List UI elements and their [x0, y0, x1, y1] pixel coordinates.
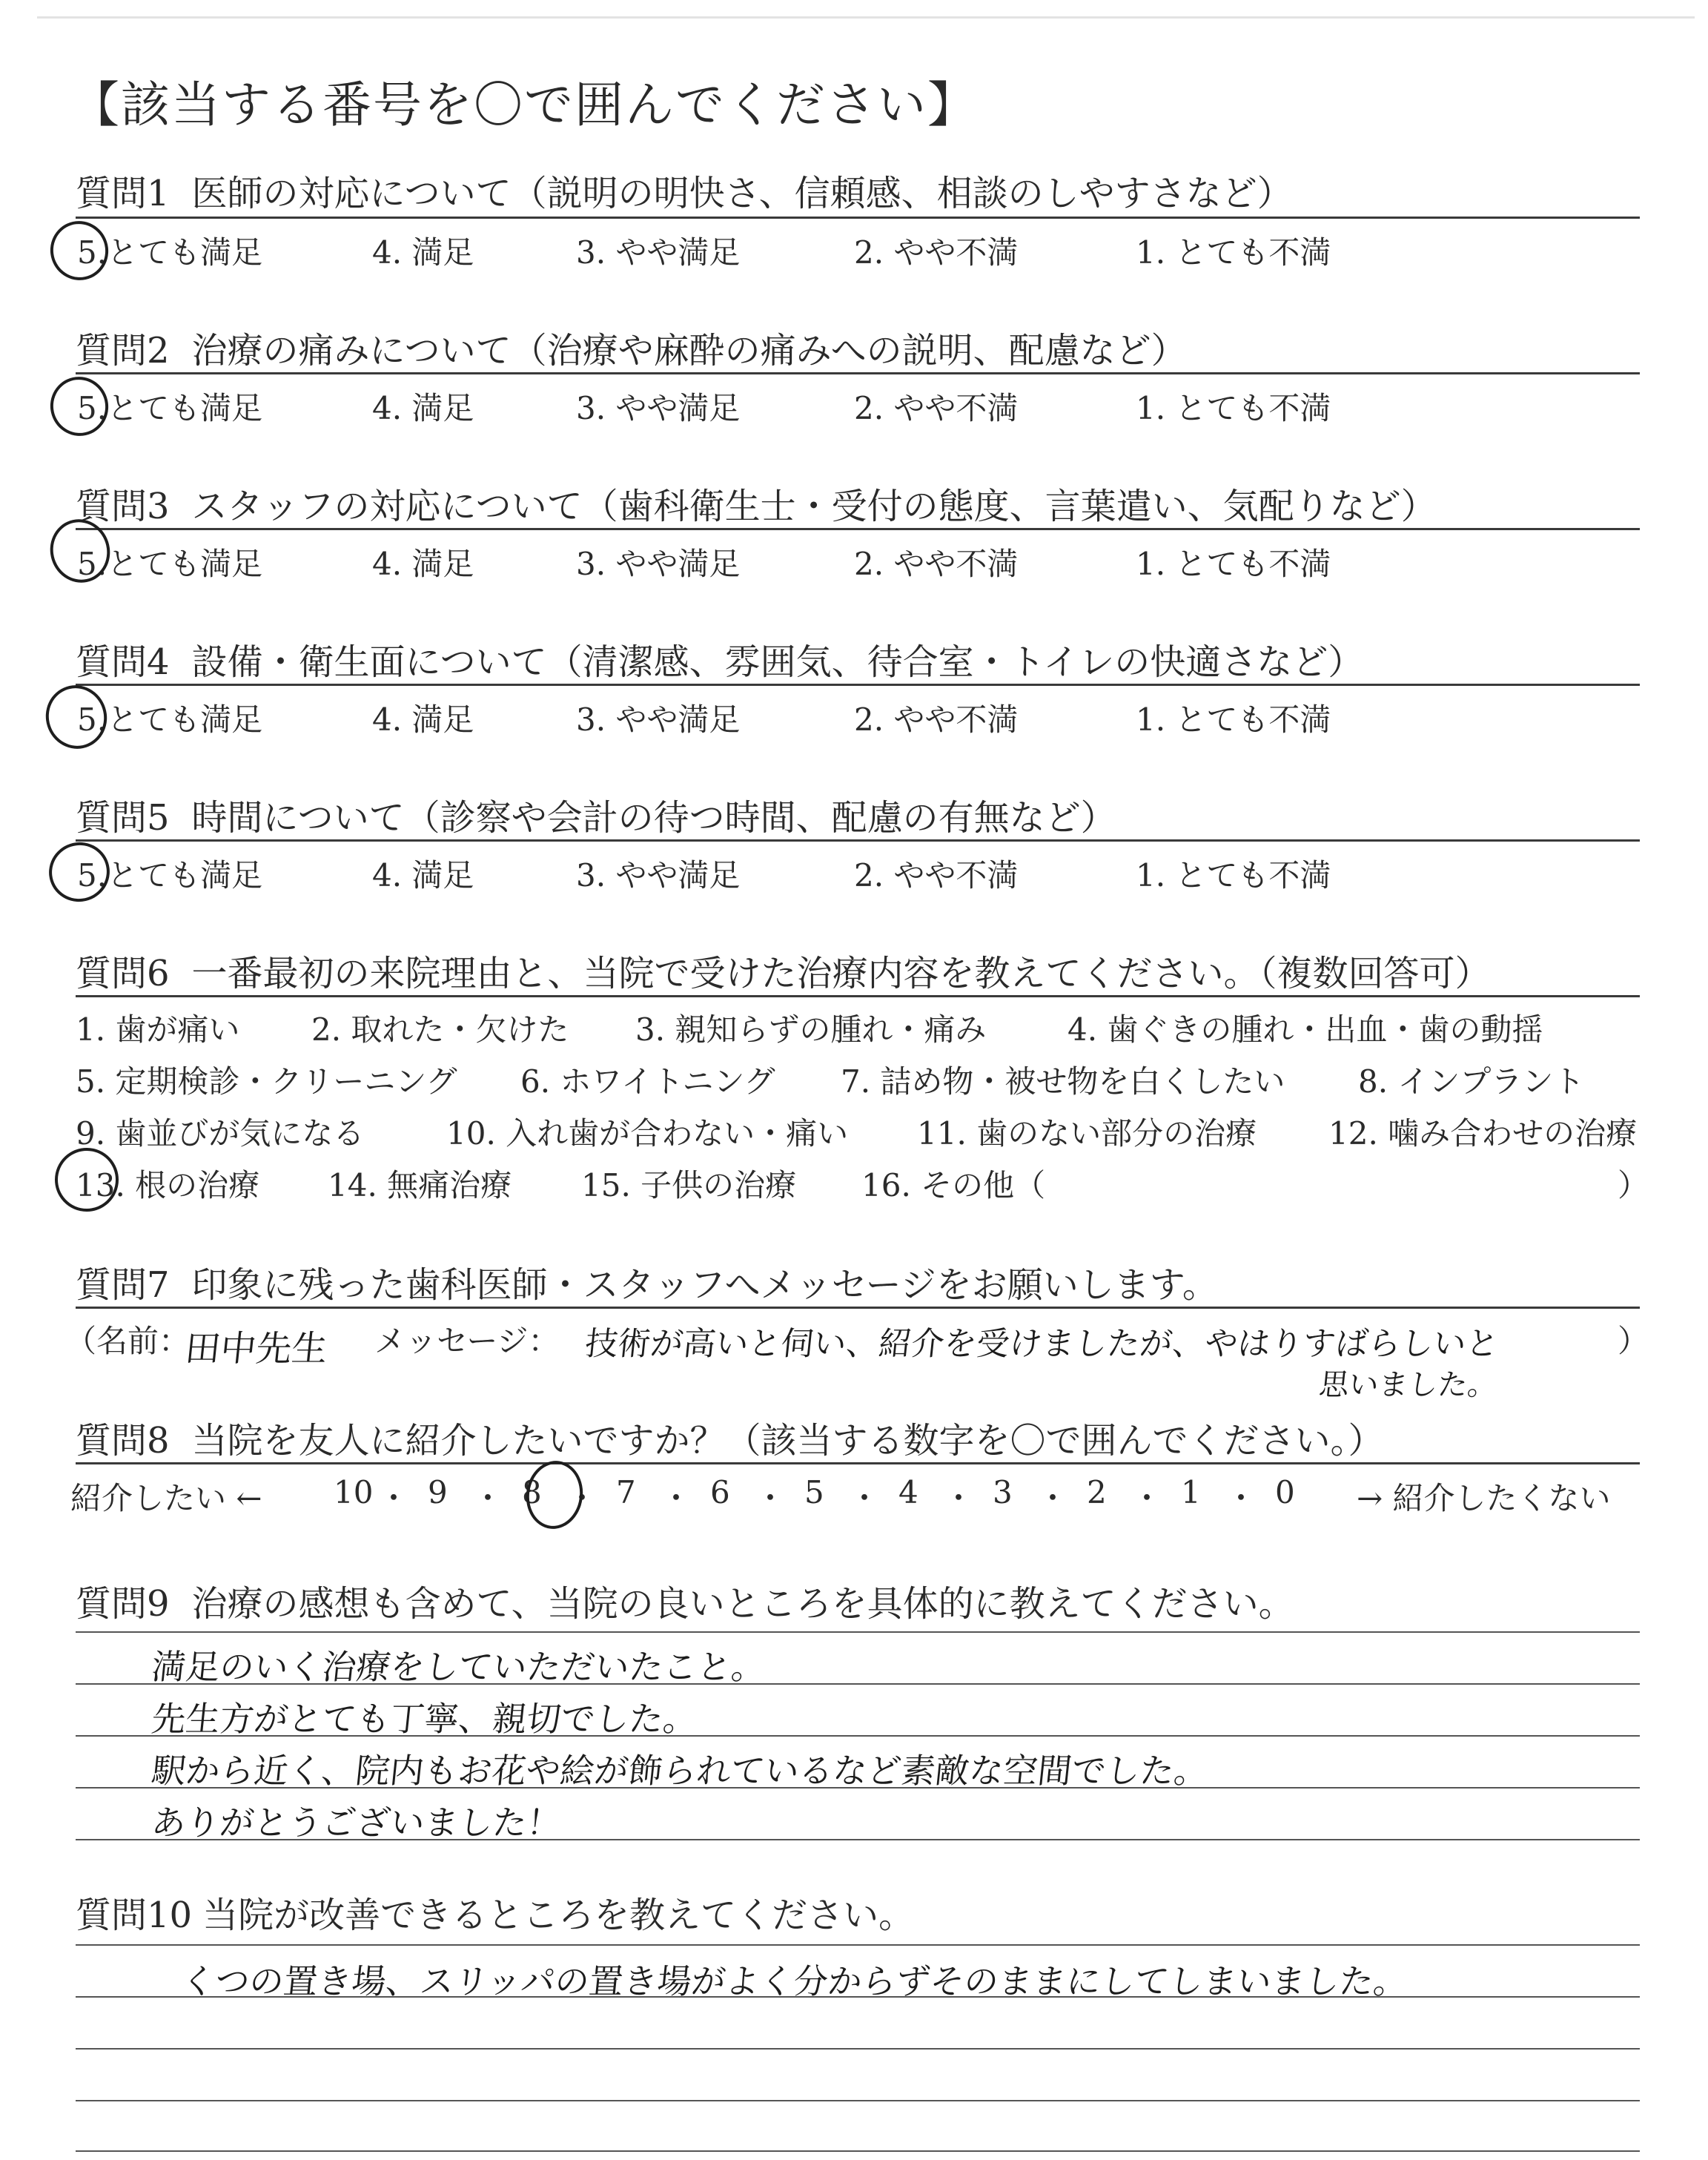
q9-answer-line2: 先生方がとても丁寧、親切でした。 [149, 1699, 700, 1739]
scale-separator: ・ [661, 1480, 692, 1516]
option-3[interactable]: 3. やや満足 [576, 234, 741, 271]
scale-separator: ・ [943, 1480, 975, 1516]
question-text: 医師の対応について（説明の明快さ、信頼感、相談のしやすさなど） [191, 173, 1293, 214]
option-3[interactable]: 3. やや満足 [576, 857, 741, 894]
scale-separator: ・ [472, 1480, 504, 1516]
option-1[interactable]: 1. とても不満 [1136, 857, 1331, 894]
option-1[interactable]: 1. とても不満 [1136, 390, 1331, 426]
option-5[interactable]: 5.とても満足 [77, 546, 263, 582]
scale-value-6[interactable]: 6 [710, 1474, 730, 1510]
q9-answer-line3: 駅から近く、院内もお花や絵が飾られているなど素敵な空間でした。 [149, 1751, 1211, 1791]
reason-option[interactable]: 12. 噛み合わせの治療 [1328, 1115, 1638, 1152]
divider [76, 217, 1640, 219]
other-close-paren: ） [1618, 1167, 1649, 1203]
reason-option[interactable]: 8. インプラント [1358, 1063, 1585, 1100]
divider [76, 839, 1640, 842]
question-1-title [76, 165, 1293, 216]
scale-separator: ・ [1131, 1480, 1163, 1516]
scale-separator: ・ [566, 1480, 598, 1516]
question-number: 質問6 [76, 953, 170, 994]
reason-option[interactable]: 10. 入れ歯が合わない・痛い [446, 1115, 849, 1152]
scale-value-8[interactable]: 8 [522, 1474, 542, 1510]
scale-value-4[interactable]: 4 [898, 1474, 918, 1510]
question-text: 時間について（診察や会計の待つ時間、配慮の有無など） [191, 797, 1116, 839]
option-3[interactable]: 3. やや満足 [576, 701, 741, 738]
question-10-title [76, 1886, 914, 1938]
reason-option[interactable]: 11. 歯のない部分の治療 [917, 1115, 1257, 1152]
message-handwritten-line1: 技術が高いと伺い、紹介を受けましたが、やはりすばらしいと [583, 1325, 1501, 1363]
selection-circle [42, 834, 118, 909]
divider [76, 995, 1640, 997]
option-4[interactable]: 4. 満足 [372, 546, 474, 582]
scale-separator: ・ [849, 1480, 881, 1516]
selection-circle [43, 369, 116, 443]
recommend-right-label: → 紹介したくない [1357, 1480, 1611, 1516]
option-1[interactable]: 1. とても不満 [1136, 701, 1331, 738]
question-text: 印象に残った歯科医師・スタッフへメッセージをお願いします。 [191, 1264, 1218, 1306]
divider [76, 528, 1640, 530]
answer-line [76, 2150, 1640, 2152]
reason-option[interactable]: 6. ホワイトニング [520, 1063, 775, 1100]
option-4[interactable]: 4. 満足 [372, 857, 474, 894]
scale-value-2[interactable]: 2 [1087, 1474, 1107, 1510]
reason-option[interactable]: 16. その他（ [861, 1167, 1046, 1203]
option-2[interactable]: 2. やや不満 [854, 390, 1019, 426]
question-2-options [76, 384, 1640, 429]
question-7-title [76, 1256, 1218, 1307]
option-1[interactable]: 1. とても不満 [1136, 546, 1331, 582]
option-4[interactable]: 4. 満足 [372, 234, 474, 271]
option-5[interactable]: 5.とても満足 [77, 234, 263, 271]
option-2[interactable]: 2. やや不満 [854, 546, 1019, 582]
question-9-title [76, 1575, 1294, 1626]
answer-line [76, 2048, 1640, 2050]
option-5[interactable]: 5.とても満足 [77, 701, 263, 738]
question-text: 当院を友人に紹介したいですか？（該当する数字を〇で囲んでください。） [191, 1420, 1384, 1462]
answer-line [76, 1944, 1640, 1946]
question-text: 設備・衛生面について（清潔感、雰囲気、待合室・トイレの快適さなど） [191, 641, 1364, 683]
question-number: 質問4 [76, 641, 170, 683]
option-4[interactable]: 4. 満足 [372, 390, 474, 426]
scale-separator: ・ [378, 1480, 410, 1516]
question-number: 質問5 [76, 797, 170, 839]
question-3-title [76, 478, 1437, 529]
divider [76, 1307, 1640, 1309]
option-2[interactable]: 2. やや不満 [854, 701, 1019, 738]
q9-answer-line4: ありがとうございました！ [149, 1803, 563, 1843]
question-4-options [76, 696, 1640, 740]
question-number: 質問2 [76, 330, 170, 371]
scale-value-9[interactable]: 9 [428, 1474, 448, 1510]
question-text: 治療の感想も含めて、当院の良いところを具体的に教えてください。 [191, 1583, 1294, 1625]
question-number: 質問1 [76, 173, 170, 214]
question-number: 質問3 [76, 486, 170, 527]
option-3[interactable]: 3. やや満足 [576, 546, 741, 582]
name-handwritten: 田中先生 [182, 1328, 330, 1370]
reason-option[interactable]: 14. 無痛治療 [328, 1167, 512, 1203]
option-1[interactable]: 1. とても不満 [1136, 234, 1331, 271]
scale-value-7[interactable]: 7 [616, 1474, 636, 1510]
scale-value-10[interactable]: 10 [334, 1474, 374, 1510]
question-2-title [76, 322, 1187, 373]
answer-line [76, 2100, 1640, 2101]
option-2[interactable]: 2. やや不満 [854, 857, 1019, 894]
question-text: 一番最初の来院理由と、当院で受けた治療内容を教えてください。（複数回答可） [191, 953, 1491, 994]
top-border [37, 16, 1695, 19]
reason-option[interactable]: 7. 詰め物・被せ物を白くしたい [841, 1063, 1285, 1100]
option-4[interactable]: 4. 満足 [372, 701, 474, 738]
question-number: 質問8 [76, 1420, 170, 1462]
scale-separator: ・ [755, 1480, 787, 1516]
reason-option[interactable]: 13. 根の治療 [76, 1167, 260, 1203]
question-text: スタッフの対応について（歯科衛生士・受付の態度、言葉遣い、気配りなど） [191, 486, 1437, 527]
option-2[interactable]: 2. やや不満 [854, 234, 1019, 271]
question-text: 当院が改善できるところを教えてください。 [202, 1895, 915, 1936]
scale-value-0[interactable]: 0 [1275, 1474, 1295, 1510]
reason-option[interactable]: 1. 歯が痛い [76, 1011, 240, 1048]
q9-answer-line1: 満足のいく治療をしていただいたこと。 [149, 1647, 768, 1687]
scale-value-1[interactable]: 1 [1181, 1474, 1201, 1510]
option-3[interactable]: 3. やや満足 [576, 390, 741, 426]
reason-option[interactable]: 15. 子供の治療 [581, 1167, 797, 1203]
answer-line [76, 1631, 1640, 1633]
selection-circle [43, 214, 116, 288]
scale-separator: ・ [1225, 1480, 1257, 1516]
question-number: 質問10 [76, 1895, 193, 1936]
scale-value-5[interactable]: 5 [804, 1474, 824, 1510]
question-1-options [76, 228, 1640, 273]
reason-option[interactable]: 9. 歯並びが気になる [76, 1115, 365, 1152]
question-number: 質問7 [76, 1264, 170, 1306]
question-5-title [76, 789, 1116, 840]
selection-circle [522, 1457, 587, 1533]
question-8-title [76, 1412, 1384, 1463]
message-close-paren: ） [1618, 1323, 1649, 1359]
question-5-options [76, 851, 1640, 896]
divider [76, 684, 1640, 686]
reason-option[interactable]: 4. 歯ぐきの腫れ・出血・歯の動揺 [1068, 1011, 1543, 1048]
question-text: 治療の痛みについて（治療や麻酔の痛みへの説明、配慮など） [191, 330, 1187, 371]
question-number: 質問9 [76, 1583, 170, 1625]
question-6-title [76, 945, 1491, 996]
reason-option[interactable]: 3. 親知らずの腫れ・痛み [635, 1011, 987, 1048]
page-header: 【該当する番号を〇で囲んでください】 [70, 76, 978, 133]
reason-option[interactable]: 2. 取れた・欠けた [311, 1011, 569, 1048]
message-label: メッセージ： [374, 1323, 560, 1359]
question-4-title [76, 633, 1363, 684]
selection-circle [38, 677, 116, 756]
scale-separator: ・ [1037, 1480, 1069, 1516]
question-3-options [76, 540, 1640, 584]
option-5[interactable]: 5.とても満足 [77, 390, 263, 426]
divider [76, 1462, 1640, 1464]
q10-answer-line1: くつの置き場、スリッパの置き場がよく分からずそのままにしてしまいました。 [179, 1961, 1410, 2001]
reason-option[interactable]: 5. 定期検診・クリーニング [76, 1063, 457, 1100]
message-handwritten-line2: 思いました。 [1317, 1368, 1500, 1402]
recommend-left-label: 紹介したい ← [70, 1480, 262, 1516]
scale-value-3[interactable]: 3 [993, 1474, 1013, 1510]
divider [76, 372, 1640, 374]
option-5[interactable]: 5.とても満足 [77, 857, 263, 894]
name-label: （名前： [65, 1323, 191, 1359]
